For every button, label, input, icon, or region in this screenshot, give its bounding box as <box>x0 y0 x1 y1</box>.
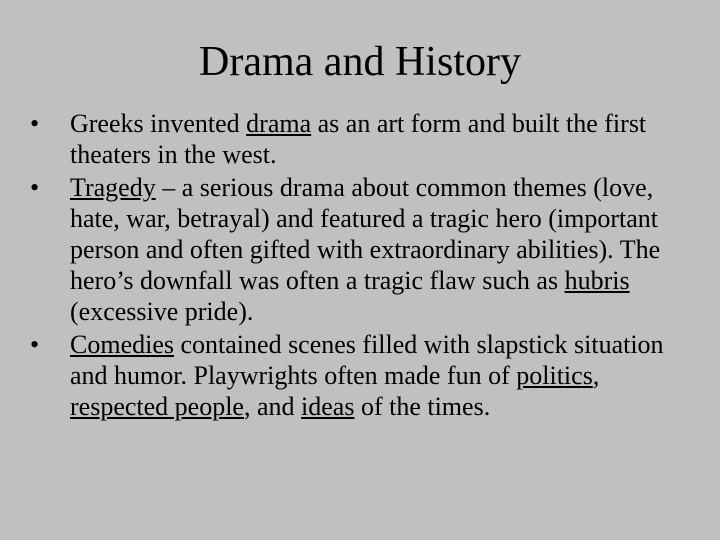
text-run: , and <box>243 392 302 421</box>
underlined-term: ideas <box>301 392 355 421</box>
text-run: (excessive pride). <box>70 297 254 326</box>
bullet-icon: • <box>30 173 40 202</box>
text-run: contained scenes filled with slapstick situation and humor. Playwrights often made fun of <box>70 330 664 390</box>
text-run: of the times. <box>354 392 491 421</box>
bullet-icon: • <box>30 330 40 359</box>
slide-title: Drama and History <box>199 39 521 85</box>
underlined-term: Tragedy <box>70 173 156 202</box>
bullet-icon: • <box>30 109 40 138</box>
bullet-text <box>70 173 660 326</box>
underlined-term: politics <box>516 361 593 390</box>
text-run: Greeks invented <box>70 109 247 138</box>
bullet-text <box>70 109 646 169</box>
text-run: as an art form and built the first theaters in the west. <box>70 109 647 169</box>
underlined-term: drama <box>246 109 312 138</box>
underlined-term: Comedies <box>70 330 174 359</box>
bullet-item <box>30 172 690 327</box>
underlined-term: respected people <box>70 392 244 421</box>
text-run: – a serious drama about common themes (love, hate, war, betrayal) and featured a tragic hero (important person and often gifted with extraordinary abilities). The hero’s downfall was often a tragic flaw such as <box>70 173 661 295</box>
text-run: , <box>592 361 600 390</box>
bullet-item <box>30 329 690 422</box>
bullet-list <box>30 108 690 424</box>
underlined-term: hubris <box>564 266 630 295</box>
bullet-item <box>30 108 690 170</box>
bullet-text <box>70 330 664 421</box>
